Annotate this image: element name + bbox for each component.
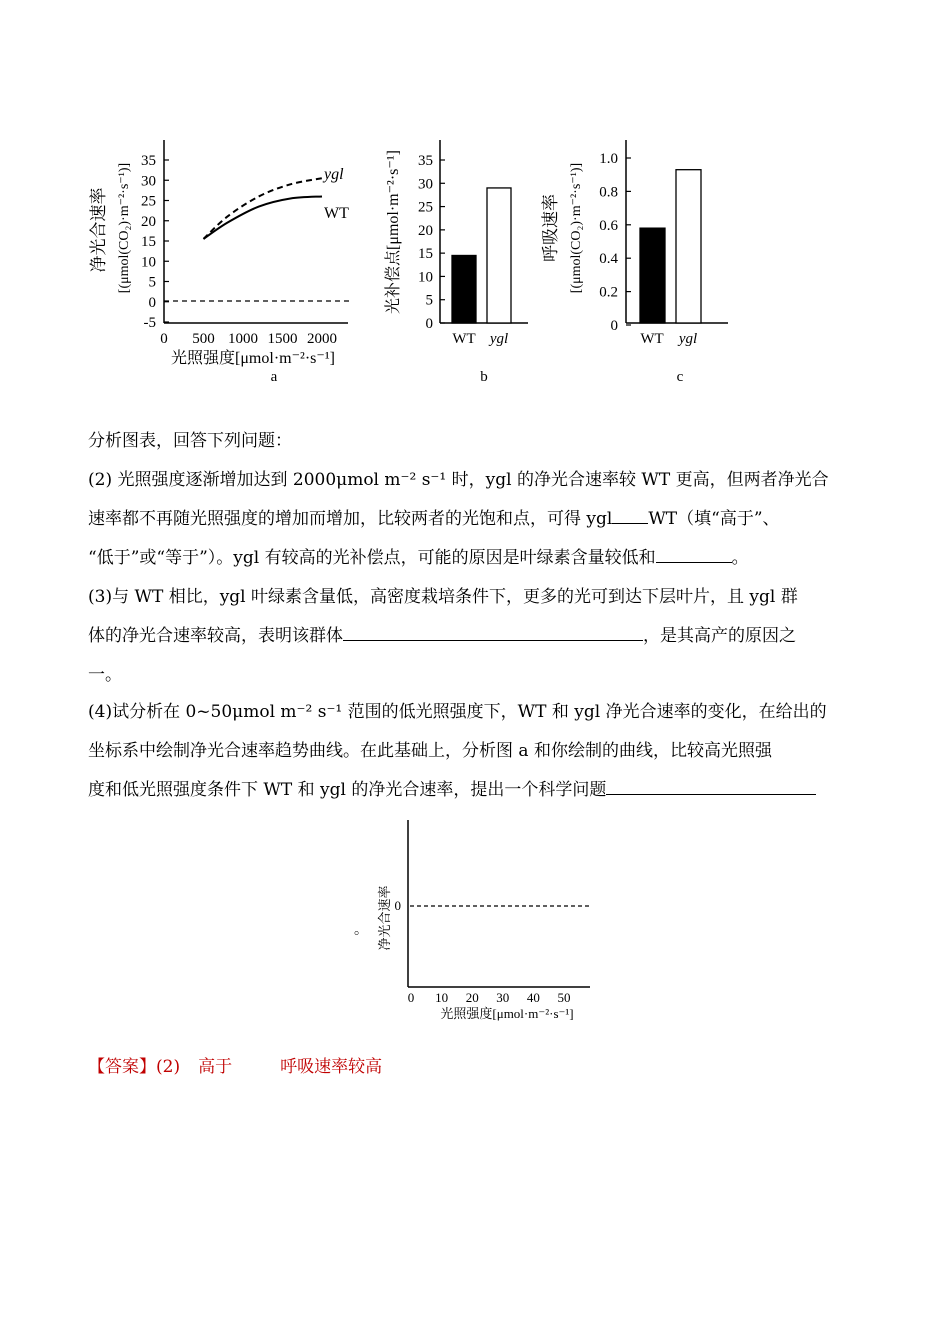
q2-line-2-a: 速率都不再随光照强度的增加而增加，比较两者的光饱和点，可得 ygl [88, 509, 613, 529]
figure-a-ytick-label: 20 [141, 213, 156, 230]
figure-d-ylabel: 净光合速率 [377, 885, 392, 951]
figure-b-ytick-label: 10 [418, 269, 433, 286]
figure-c-caption: c [676, 369, 684, 385]
answer-2: 呼吸速率较高 [280, 1057, 383, 1077]
figure-b-ytick-label: 30 [418, 176, 433, 193]
figure-a-xlabel: 光照强度[μmol·m⁻²·s⁻¹] [171, 350, 335, 367]
figure-a-xtick-label: 500 [192, 331, 215, 347]
figure-a [89, 140, 350, 385]
figure-d-xtick-label: 20 [465, 990, 479, 1005]
figure-b-ylabel: 光补偿点[μmol·m⁻²·s⁻¹] [385, 150, 402, 314]
figure-a-xtick-label: 1000 [228, 331, 258, 347]
figure-b-ytick-label: 5 [425, 292, 433, 309]
q3-line-3: 一。 [88, 665, 122, 685]
q4-line-2: 坐标系中绘制净光合速率趋势曲线。在此基础上，分析图 a 和你绘制的曲线，比较高光照强 [88, 741, 772, 761]
figure-a-xtick-label: 2000 [307, 331, 337, 347]
figure-a-ytick-label: 5 [148, 274, 156, 291]
figure-d-xtick-label: 50 [557, 990, 571, 1005]
answer-1: 高于 [198, 1057, 233, 1077]
q3-line-2-b: ，是其高产的原因之 [643, 626, 796, 646]
figure-c-ytick-label: 0.6 [599, 217, 618, 234]
figure-d [354, 820, 592, 1021]
intro-text: 分析图表，回答下列问题： [88, 431, 292, 451]
answer-blank-4[interactable] [606, 793, 816, 795]
q2-line-3-a: “低于”或“等于”）。ygl 有较高的光补偿点，可能的原因是叶绿素含量较低和 [88, 548, 656, 568]
answer-blank-1[interactable] [612, 522, 648, 524]
figure-c-ytick-label: 0 [610, 318, 618, 334]
q2-line-3-b: 。 [731, 548, 749, 568]
figure-d-xtick-label: 40 [526, 990, 540, 1005]
q2-line-2-b: WT（填“高于”、 [648, 509, 780, 529]
figure-d-xtick-label: 0 [407, 990, 415, 1005]
figure-b-bar-wt [452, 255, 476, 323]
figure-a-xtick-label: 1500 [267, 331, 298, 347]
figure-b-ytick-label: 35 [418, 153, 433, 169]
answer-num: (2) [156, 1057, 181, 1077]
figure-c-yunit: [(μmol(CO₂)·m⁻²·s⁻¹)] [569, 162, 584, 294]
figure-b-ytick-label: 0 [425, 316, 433, 332]
figure-a-ytick-label: 25 [141, 193, 156, 210]
figure-a-legend-ygl: ygl [324, 166, 344, 183]
figure-b-ytick-label: 20 [418, 222, 433, 239]
answer-blank-3[interactable] [343, 639, 643, 641]
q2-line-1: (2) 光照强度逐渐增加达到 2000μmol m⁻² s⁻¹ 时，ygl 的净光合速率较 WT 更高，但两者净光合 [88, 470, 829, 490]
figure-c-category-label: WT [640, 331, 664, 347]
figure-d-period: 。 [354, 923, 368, 938]
figure-c-ylabel: 呼吸速率 [541, 194, 560, 262]
figure-a-ytick-label: 15 [141, 234, 156, 250]
figure-c-ytick-label: 0.2 [599, 284, 618, 301]
q3-line-2 [88, 621, 796, 646]
figure-c-category-label: ygl [678, 331, 698, 347]
figure-a-series-wt [204, 196, 323, 239]
figure-c-ytick-label: 0.8 [599, 184, 618, 201]
figure-a-ytick-label: 10 [141, 254, 156, 271]
figure-a-series-ygl [204, 178, 323, 239]
figure-b-ytick-label: 15 [418, 246, 433, 263]
q4-line-3 [88, 775, 816, 800]
answer-label: 【答案】 [88, 1057, 156, 1077]
q3-line-1: (3)与 WT 相比，ygl 叶绿素含量低，高密度栽培条件下，更多的光可到达下层叶片，且 ygl 群 [88, 587, 798, 607]
figure-a-xtick-label: 0 [160, 331, 168, 347]
q2-line-3 [88, 543, 749, 568]
figure-d-xlabel: 光照强度[μmol·m⁻²·s⁻¹] [440, 1006, 574, 1021]
q2-line-2 [88, 504, 780, 529]
figure-a-legend-wt: WT [324, 205, 349, 222]
figure-b-category-label: ygl [489, 331, 509, 347]
answer-line [88, 1052, 382, 1077]
figure-d-zero: 0 [394, 898, 401, 913]
figure-a-yunit: [(μmol(CO₂)·m⁻²·s⁻¹)] [117, 162, 132, 294]
q4-line-1: (4)试分析在 0~50μmol m⁻² s⁻¹ 范围的低光照强度下，WT 和 ygl 净光合速率的变化，在给出的 [88, 702, 827, 722]
figure-b-category-label: WT [452, 331, 476, 347]
figure-c-bar-wt [640, 228, 665, 323]
answer-blank-2[interactable] [656, 561, 732, 563]
figure-a-ylabel: 净光合速率 [89, 187, 108, 273]
figure-c-ytick-label: 1.0 [599, 151, 618, 167]
figure-b [384, 140, 528, 385]
figure-c-bar-ygl [676, 170, 701, 323]
figure-b-bar-ygl [487, 188, 511, 323]
figure-c-ytick-label: 0.4 [599, 251, 618, 268]
figure-a-ytick-label: 0 [148, 294, 156, 311]
figure-a-ytick-label: 30 [141, 173, 156, 190]
q3-line-2-a: 体的净光合速率较高，表明该群体 [88, 626, 343, 646]
q4-line-3-a: 度和低光照强度条件下 WT 和 ygl 的净光合速率，提出一个科学问题 [88, 780, 607, 800]
figure-a-caption: a [270, 369, 278, 385]
figure-a-ytick-label: 35 [141, 153, 156, 169]
figure-d-xtick-label: 10 [435, 990, 449, 1005]
figure-a-ytick-label: -5 [143, 315, 156, 331]
figure-c [541, 140, 728, 385]
figure-b-caption: b [480, 369, 488, 385]
figure-b-ytick-label: 25 [418, 199, 433, 216]
figure-d-xtick-label: 30 [496, 990, 510, 1005]
